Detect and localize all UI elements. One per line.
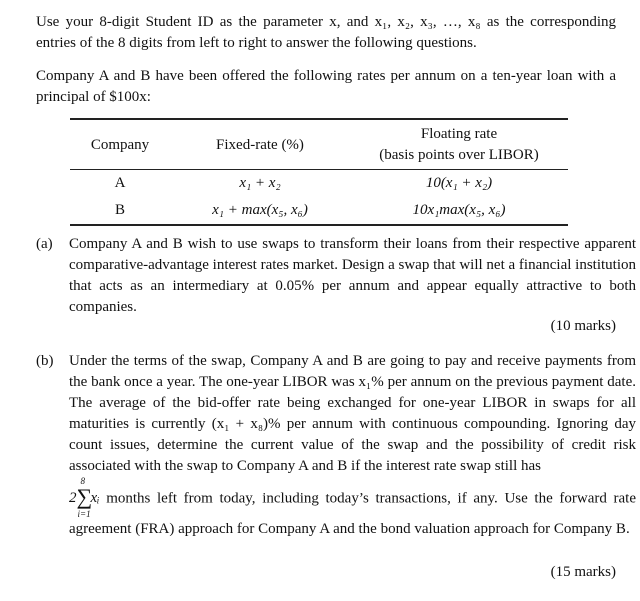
- intro-paragraph: Use your 8-digit Student ID as the parameter x, and x₁, x₂, x₃, …, x₈ as the corresponding entries of the 8 digits from left to right to answer the following questions.: [36, 14, 616, 51]
- header-fixed-rate: Fixed-rate (%): [216, 136, 304, 153]
- header-company: Company: [90, 136, 150, 153]
- question-a-label: (a): [36, 236, 53, 252]
- question-b-text-2-content: months left from today, including today’s transactions, if any. Use the forward rate agreement (FRA) approach for Company A and the bond valuation approach for Company B.: [69, 490, 636, 537]
- cell-fixed-rate: x₁ + x₂: [239, 175, 281, 191]
- sum-lower-limit: i=1: [77, 509, 91, 519]
- header-floating-line1: Floating rate: [420, 126, 498, 142]
- summation-symbol: 8 ∑ i=1: [76, 476, 93, 519]
- sum-coefficient: 2: [69, 490, 77, 507]
- header-floating-rate: [350, 119, 568, 170]
- header-floating-line2: (basis points over LIBOR): [379, 147, 539, 163]
- sum-upper-limit: 8: [80, 476, 85, 486]
- table-row: [70, 197, 568, 225]
- cell-fixed-rate: x₁ + max(x₅, x₆): [212, 202, 308, 218]
- table-row: [70, 170, 568, 198]
- sum-term: xᵢ: [90, 490, 100, 507]
- question-a-marks: (10 marks): [550, 318, 616, 334]
- question-a-text: Company A and B wish to use swaps to transform their loans from their respective apparent comparative-advantage interest rates market. Design a swap that will net a financial institution that acts as an intermediary at 0.05% per annum and appear equally attractive to both companies.: [69, 236, 636, 315]
- sum-expression: [69, 476, 106, 519]
- cell-floating-rate: 10x₁max(x₅, x₆): [412, 202, 506, 218]
- table-header-row: [70, 119, 568, 170]
- question-b-text-2: [69, 476, 636, 542]
- cell-company: A: [114, 175, 126, 191]
- question-b-marks: (15 marks): [550, 564, 616, 580]
- rates-table: [70, 118, 568, 226]
- cell-floating-rate: 10(x₁ + x₂): [425, 175, 493, 191]
- cell-company: B: [114, 202, 125, 218]
- company-paragraph: Company A and B have been offered the following rates per annum on a ten-year loan with a principal of $100x:: [36, 68, 616, 105]
- question-b-text-1: Under the terms of the swap, Company A and B are going to pay and receive payments from the bank once a year. The one-year LIBOR was x₁% per annum on the previous payment date. The average of the bid-offer rate being exchanged for one-year LIBOR in swaps for all maturities is currently (x₁ + x₈)% per annum with continuous compounding. Ignoring day count issues, determine the current value of the swap and the possibility of credit risk associated with the swap to Company A and B if the interest rate swap still has: [69, 353, 636, 474]
- question-b-label: (b): [36, 353, 54, 369]
